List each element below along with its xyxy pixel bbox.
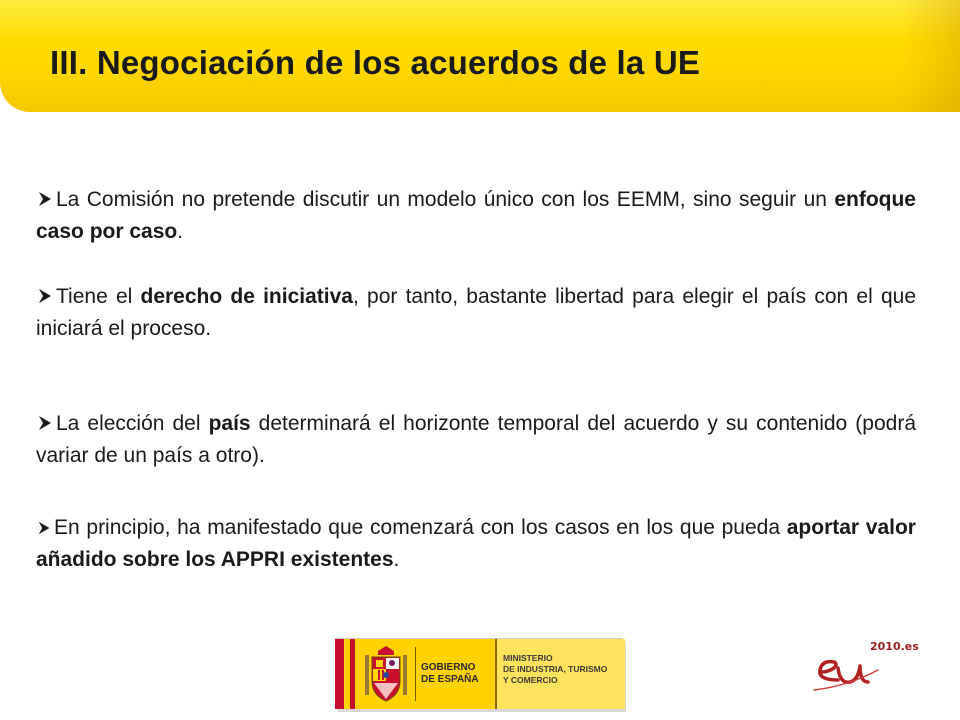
- bullet-item-1: [36, 184, 916, 248]
- slide-title: III. Negociación de los acuerdos de la UE: [50, 44, 701, 81]
- arrow-bullet-icon: [36, 520, 52, 536]
- title-banner: [0, 0, 960, 112]
- bullet-text: .: [177, 220, 184, 243]
- ministry-box: [495, 639, 625, 709]
- flag-stripe: [350, 639, 355, 709]
- bullet-text: , por tanto, bastante libertad para elegir el país con el que iniciará el proceso.: [36, 285, 917, 340]
- bullet-text: .: [393, 548, 400, 571]
- logo-divider: [415, 647, 416, 701]
- bullet-emphasis: derecho de iniciativa: [140, 285, 353, 308]
- flag-stripe: [335, 639, 344, 709]
- bullet-item-2: [36, 281, 916, 345]
- bullet-text: La Comisión no pretende discutir un modelo único con los EEMM, sino seguir un: [56, 188, 835, 211]
- bullet-emphasis: país: [208, 412, 251, 435]
- gobierno-espana-logo: [335, 638, 623, 709]
- bullet-text: Tiene el: [56, 285, 141, 308]
- bullet-item-4: [36, 512, 916, 576]
- arrow-bullet-icon: [36, 287, 54, 305]
- eu-badge: 2010.es: [870, 640, 919, 653]
- arrow-bullet-icon: [36, 190, 54, 208]
- bullet-emphasis: enfoque caso por caso: [36, 188, 916, 243]
- banner-sheen: [0, 0, 960, 40]
- arrow-bullet-icon: [36, 414, 54, 432]
- bullet-text: En principio, ha manifestado que comenzará con los casos en los que pueda: [54, 516, 787, 539]
- bullet-emphasis: aportar valor añadido sobre los APPRI existentes: [36, 516, 916, 571]
- banner-shade: [900, 0, 960, 112]
- bullet-item-3: [36, 408, 916, 472]
- coat-of-arms-icon: [361, 645, 411, 703]
- bullet-text: La elección del: [56, 412, 209, 435]
- gobierno-label: GOBIERNO DE ESPAÑA: [421, 662, 479, 685]
- eu-2010-logo: [808, 640, 928, 700]
- ministry-label: MINISTERIO DE INDUSTRIA, TURISMO Y COMERCIO: [503, 653, 608, 685]
- bullet-text: determinará el horizonte temporal del acuerdo y su contenido (podrá variar de un país a otro).: [36, 412, 916, 467]
